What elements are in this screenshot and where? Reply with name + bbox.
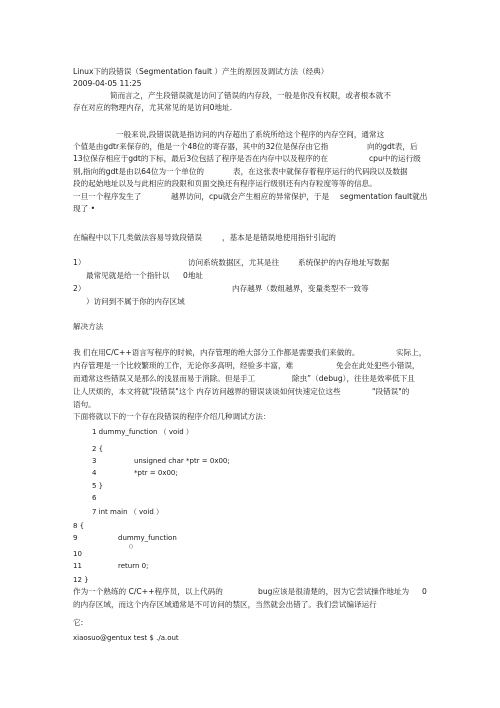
code-line-5: 5 } — [92, 482, 104, 490]
case1-text-a: 访问系统数据区，尤其是往 — [188, 258, 280, 267]
outro-line-2: 的内存区域，而这个内存区域通常是不可访问的禁区，当然就会出错了。我们尝试编译运行 — [73, 600, 377, 609]
code-line-9-parens: () — [129, 544, 133, 550]
intro-line-2: 存在对应的物理内存，尤其常见的是访问0地址. — [73, 103, 233, 112]
para1-line-6b: 越界访问，cpu就会产生相应的异常保护，于是 — [171, 192, 330, 201]
solution-line-1b: 实际上， — [396, 348, 427, 357]
para1-line-6c: segmentation fault就出 — [340, 192, 428, 201]
solution-line-3a: 而通常这些错误又是那么的浅显而易于消除。但是手工 — [73, 374, 256, 383]
solution-line-4b: "段错误"的 — [372, 387, 410, 396]
code-line-7: 7 int main （ void ） — [92, 508, 164, 516]
cases-heading-b: ，基本是是错误地使用指针引起的 — [222, 233, 336, 242]
code-line-2: 2 { — [92, 445, 104, 453]
code-line-11-number: 11 — [73, 562, 82, 570]
para1-line-2b: 向的gdt表，后 — [367, 142, 418, 151]
intro-line-1: 简而言之，产生段错误就是访问了错误的内存段，一般是你没有权限，或者根本就不 — [110, 91, 391, 100]
para1-line-2a: 个值是由gdtr来保存的，他是一个48位的寄存器，其中的32位是保存由它指 — [73, 142, 329, 151]
case1-number: 1） — [73, 258, 86, 267]
code-line-10: 10 — [73, 550, 82, 558]
para1-line-4a: 别,指向的gdt是由以64位为一个单位的 — [73, 167, 205, 176]
code-line-3-number: 3 — [92, 457, 97, 465]
outro-line-1b: bug应该是很清楚的，因为它尝试操作地址为 — [258, 587, 410, 596]
para1-line-5: 段的起始地址以及与此相应的段限和页面交换还有程序运行级别还有内存粒度等等的信息。 — [73, 179, 377, 188]
code-line-4-text: *ptr = 0x00; — [134, 469, 178, 477]
para1-line-6a: 一旦一个程序发生了 — [73, 192, 142, 201]
para1-line-4b: 表，在这张表中就保存着程序运行的代码段以及数据 — [233, 167, 408, 176]
document-date: 2009-04-05 11:25 — [73, 79, 142, 88]
solution-line-5: 语句。 — [73, 400, 96, 409]
solution-line-1a: 我 们在用C/C++语言写程序的时候，内存管理的绝大部分工作都是需要我们来做的。 — [73, 348, 360, 357]
code-line-1: 1 dummy_function （ void ） — [92, 428, 193, 436]
solution-heading: 解决方法 — [73, 322, 104, 331]
outro-line-3: 它: — [73, 618, 84, 627]
terminal-command: xiaosuo@gentux test $ ./a.out — [73, 634, 179, 642]
document-title: Linux下的段错误（Segmentation fault ）产生的原因及调试方法（经典） — [73, 67, 329, 76]
code-line-3-text: unsigned char *ptr = 0x00; — [134, 457, 230, 465]
solution-line-2a: 内存管理是一个比较繁琐的工作，无论你多高明，经验多丰富，难 — [73, 361, 294, 370]
code-line-12: 12 } — [73, 576, 89, 584]
code-line-4-number: 4 — [92, 469, 97, 477]
outro-line-1a: 作为一个熟练的 C/C++程序员，以上代码的 — [73, 587, 223, 596]
para1-line-3a: 13位保存相应于gdt的下标，最后3位包括了程序是否在内存中以及程序的在 — [73, 154, 328, 163]
code-line-11-text: return 0; — [118, 562, 149, 570]
para1-line-3b: cpu中的运行级 — [369, 154, 421, 163]
para1-line-7: 现了 • — [73, 204, 96, 213]
case1-text-d: 0地址 — [183, 271, 204, 280]
code-line-9-text: dummy_function — [118, 534, 177, 542]
solution-line-3b: 除虫”（debug），往往是效率低下且 — [292, 374, 415, 383]
solution-line-6: 下面将就以下的一个存在段错误的程序介绍几种调试方法： — [73, 412, 271, 421]
case2-number: 2） — [73, 284, 86, 293]
solution-line-4a: 让人厌烦的，本文将就"段错误"这个 内存访问越界的错误谈谈如何快速定位这些 — [73, 387, 341, 396]
code-line-9-number: 9 — [73, 534, 78, 542]
case1-text-c: 最常见就是给一个指针以 — [86, 271, 170, 280]
case2-text-a: 内存越界（数组越界，变量类型不一致等 — [232, 284, 369, 293]
solution-line-2b: 免会在此处犯些小错误， — [336, 361, 420, 370]
code-line-6: 6 — [92, 494, 97, 502]
code-line-8: 8 { — [73, 522, 85, 530]
para1-line-1: 一般来说,段错误就是指访问的内存超出了系统所给这个程序的内存空间，通常这 — [116, 130, 385, 139]
cases-heading-a: 在编程中以下几类做法容易导致段错误 — [73, 233, 203, 242]
case1-text-b: 系统保护的内存地址写数据 — [298, 258, 390, 267]
outro-line-1c: 0 — [422, 587, 427, 596]
case2-text-b: ）访问到不属于你的内存区域 — [86, 297, 185, 306]
